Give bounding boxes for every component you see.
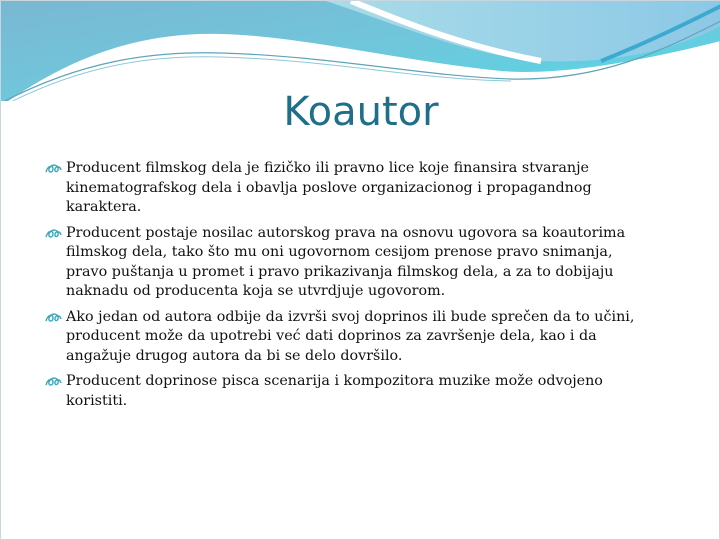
bullet-line: producent može da upotrebi već dati doprinos za završenje dela, kao i da: [66, 328, 597, 344]
bullet-line: kinematografskog dela i obavlja poslove organizacionog i propagandnog: [66, 179, 592, 196]
bullet-line: koristiti.: [66, 392, 128, 409]
curl-bullet-icon: [45, 163, 62, 175]
bullet-line: karaktera.: [66, 199, 142, 215]
bullet-line: filmskog dela, tako što mu oni ugovornom cesijom prenose pravo snimanja,: [66, 244, 613, 260]
bullet-item: [45, 224, 705, 302]
bullet-item: [45, 159, 705, 218]
bullet-item: [45, 372, 705, 411]
bullet-line: Producent doprinose pisca scenarija i kompozitora muzike može odvojeno: [66, 373, 603, 389]
bullet-item: [45, 308, 705, 367]
curl-bullet-icon: [45, 312, 62, 324]
slide-title: Koautor: [283, 89, 439, 135]
bullet-line: Producent postaje nosilac autorskog prava na osnovu ugovora sa koautorima: [66, 224, 626, 241]
curl-bullet-icon: [45, 228, 62, 240]
bullet-line: pravo puštanja u promet i pravo prikazivanja filmskog dela, a za to dobijaju: [66, 263, 614, 280]
bullet-list: [45, 159, 705, 417]
bullet-line: Ako jedan od autora odbije da izvrši svoj doprinos ili bude sprečen da to učini,: [66, 308, 635, 325]
curl-bullet-icon: [45, 376, 62, 388]
bullet-line: Producent filmskog dela je fizičko ili pravno lice koje finansira stvaranje: [66, 160, 590, 176]
bullet-line: naknadu od producenta koja se utvrdjuje ugovorom.: [66, 283, 446, 299]
bullet-line: angažuje drugog autora da bi se delo dovršilo.: [66, 347, 403, 364]
header-wave-decoration: [1, 1, 720, 101]
